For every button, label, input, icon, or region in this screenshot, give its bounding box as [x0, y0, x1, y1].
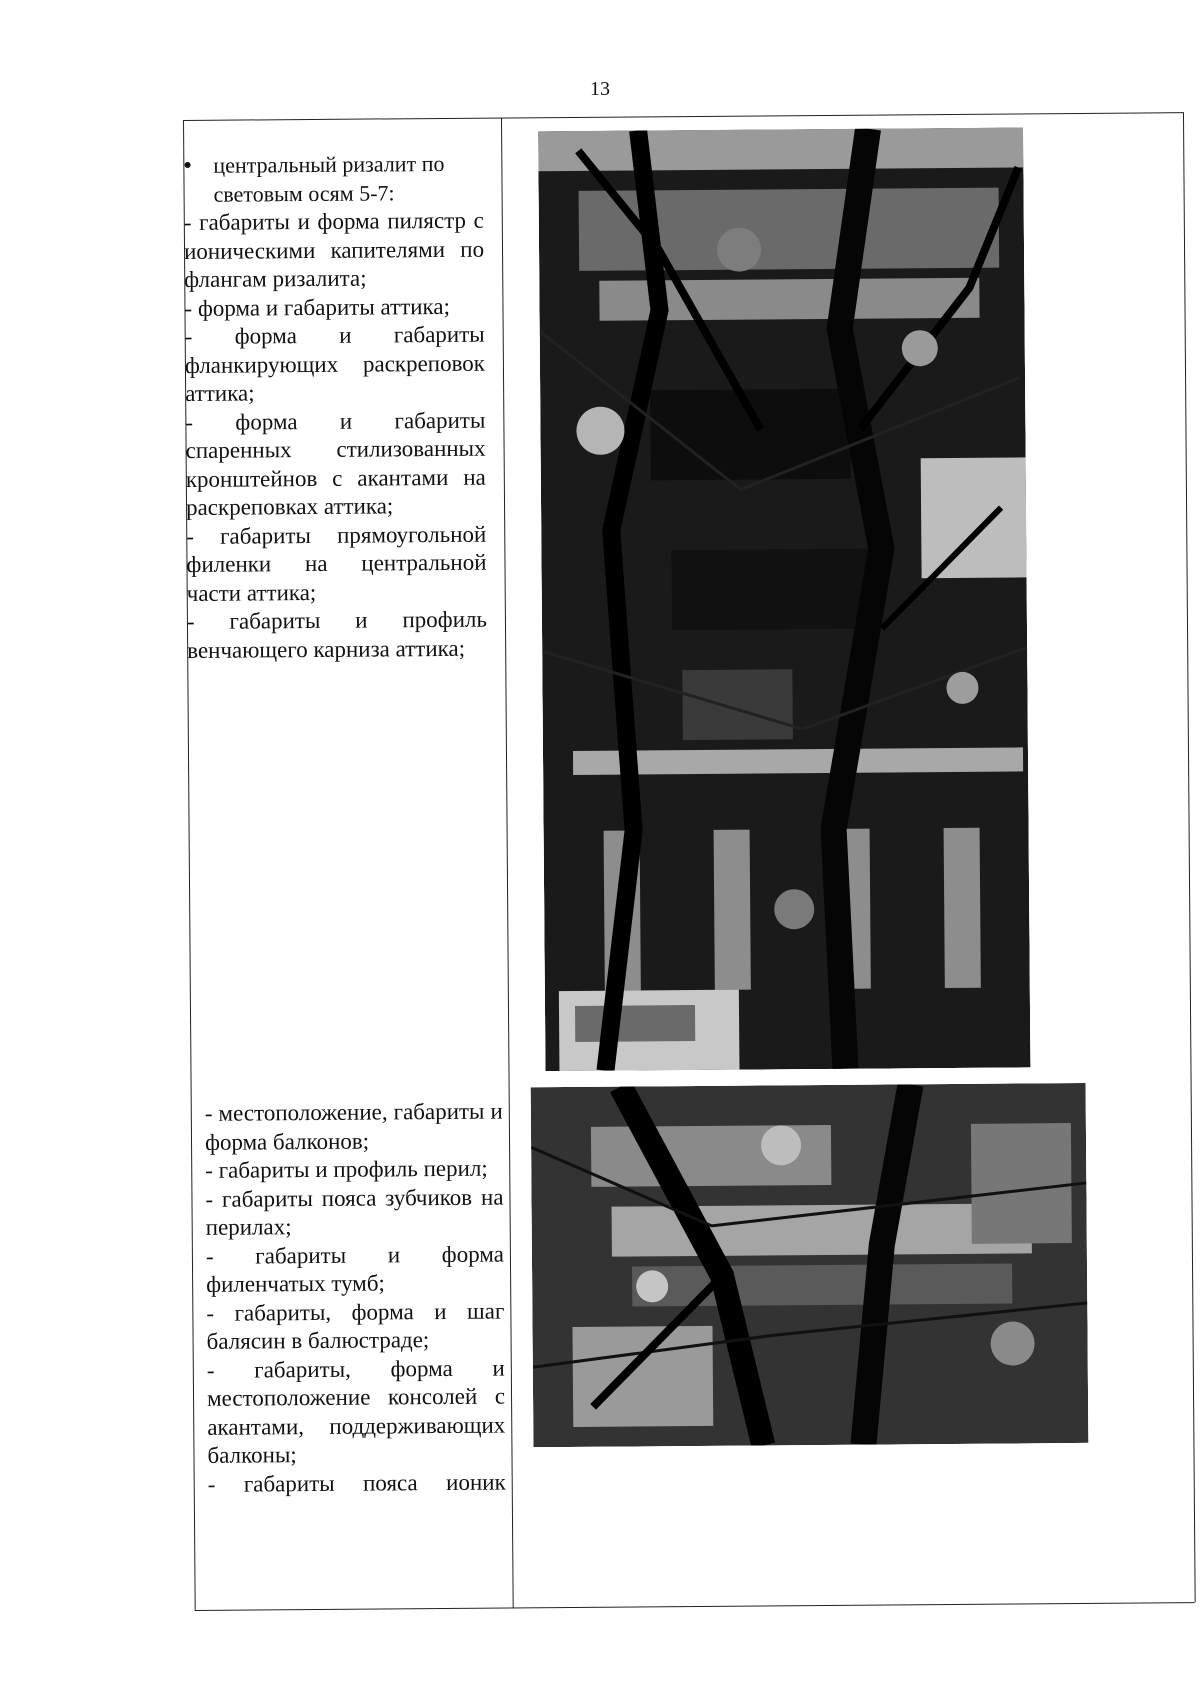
- upper-cell-text: [183, 150, 487, 665]
- list-item: - габариты прямоугольной филенки на центральной части аттика;: [186, 521, 487, 606]
- balcony-photo: [531, 1083, 1089, 1447]
- document-table: [183, 112, 1195, 1610]
- list-item: - габариты и профиль перил;: [205, 1155, 488, 1183]
- table-right-border: [1183, 112, 1196, 1602]
- list-item: - форма и габариты аттика;: [184, 293, 451, 321]
- table-bottom-border: [195, 1602, 1195, 1611]
- list-item: - габариты пояса ионик: [207, 1469, 506, 1497]
- list-item: - габариты пояса зубчиков на перилах;: [205, 1184, 504, 1240]
- facade-photo: [538, 127, 1030, 1071]
- table-top-border: [183, 112, 1183, 121]
- lower-cell-text: [205, 1098, 506, 1499]
- list-item: - габариты, форма и местоположение консолей с акантами, поддерживающих балконы;: [206, 1355, 506, 1468]
- list-item: - габариты и профиль венчающего карниза аттика;: [186, 606, 488, 663]
- bullet-heading: ● центральный ризалит по световым осям 5-7:: [183, 150, 483, 209]
- list-item: - местоположение, габариты и форма балконов;: [204, 1098, 503, 1155]
- page-number: 13: [590, 78, 610, 100]
- list-item: - габариты и форма филенчатых тумб;: [205, 1241, 505, 1297]
- list-item: - габариты, форма и шаг балясин в балюстраде;: [206, 1298, 505, 1354]
- list-item: - форма и габариты спаренных стилизованных кронштейнов с акантами на раскреповках аттика;: [185, 407, 486, 520]
- list-item: - форма и габариты фланкирующих раскреповок аттика;: [184, 321, 486, 406]
- list-item: - габариты и форма пилястр с ионическими капителями по флангам ризалита;: [183, 207, 485, 292]
